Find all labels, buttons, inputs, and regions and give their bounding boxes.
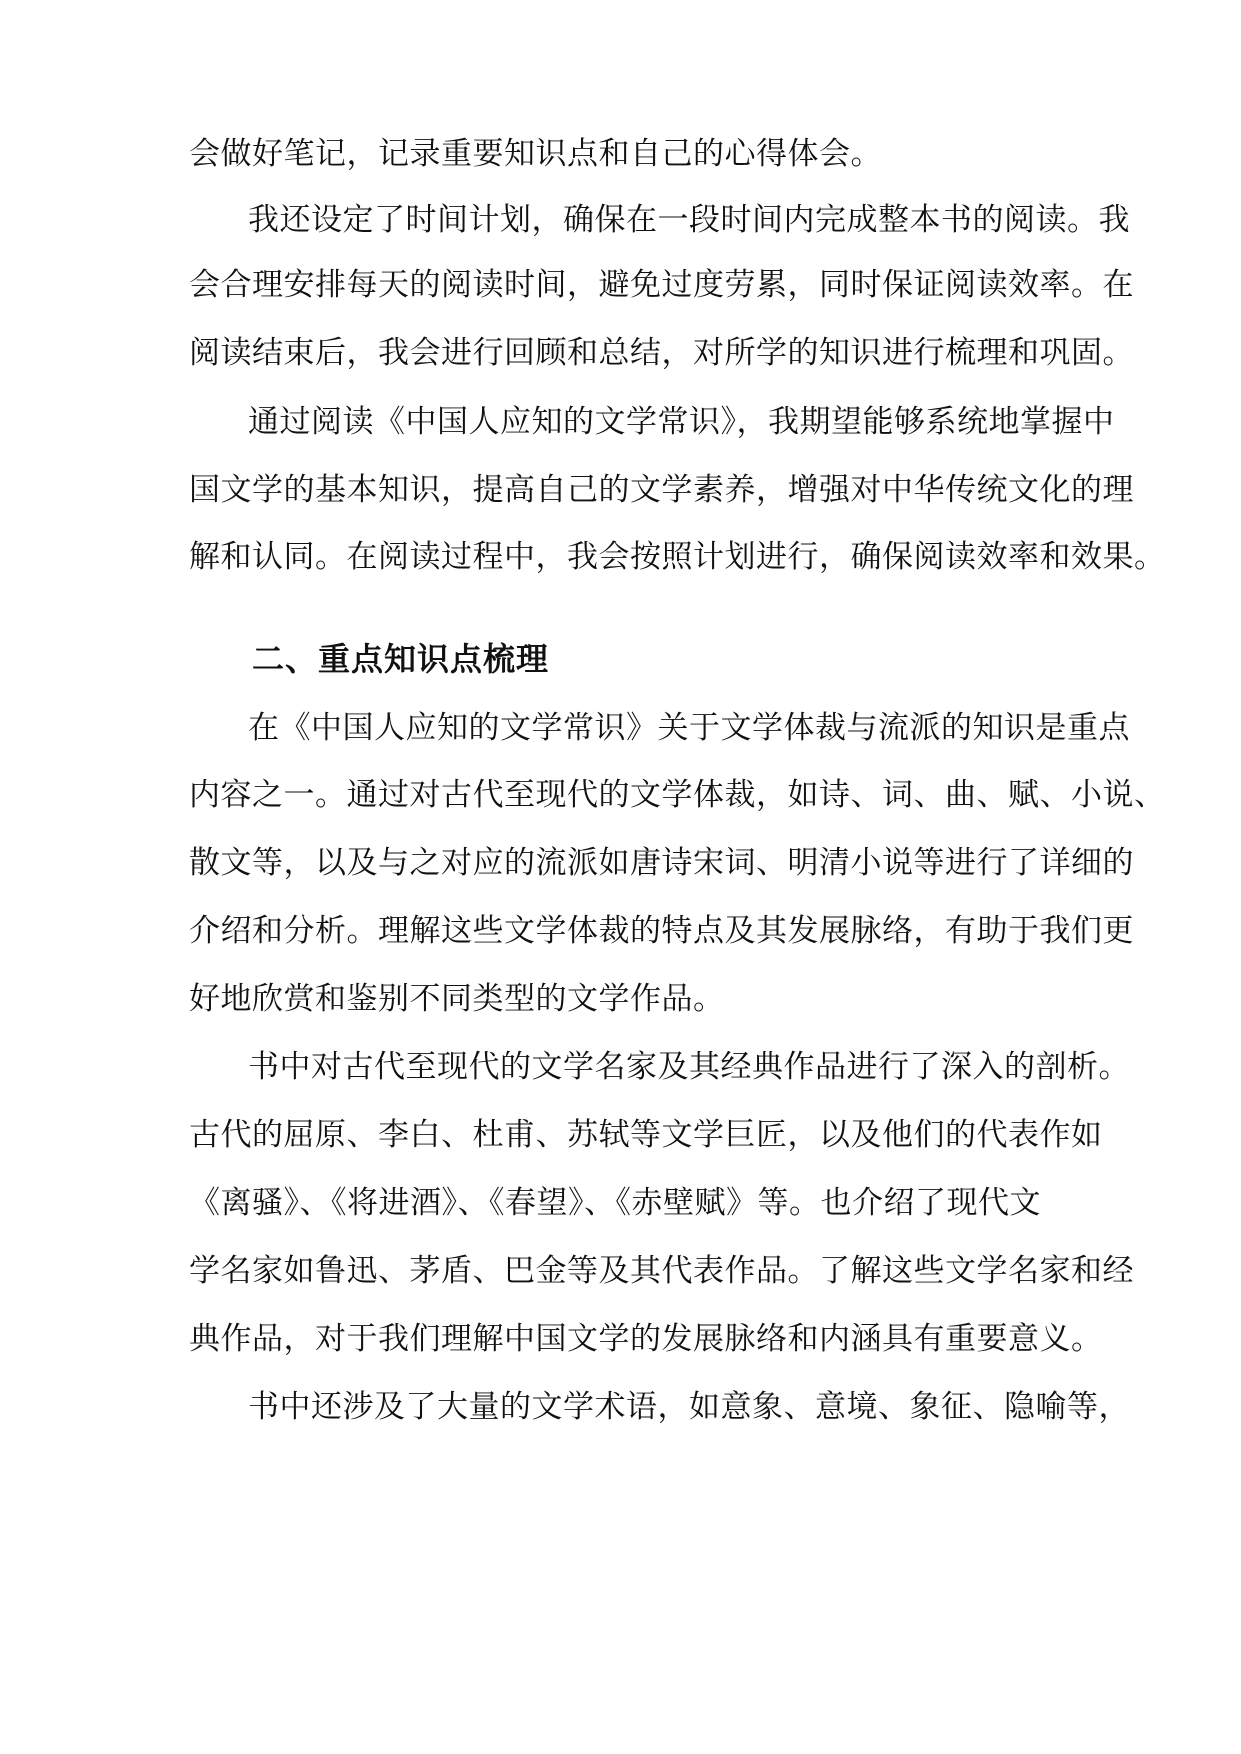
paragraph-line: 会合理安排每天的阅读时间，避免过度劳累，同时保证阅读效率。在 bbox=[189, 267, 1134, 303]
paragraph-line: 介绍和分析。理解这些文学体裁的特点及其发展脉络，有助于我们更 bbox=[189, 913, 1134, 949]
paragraph-line: 书中对古代至现代的文学名家及其经典作品进行了深入的剖析。 bbox=[248, 1049, 1130, 1085]
paragraph-line: 我还设定了时间计划，确保在一段时间内完成整本书的阅读。我 bbox=[248, 202, 1130, 238]
paragraph-line: 通过阅读《中国人应知的文学常识》，我期望能够系统地掌握中 bbox=[248, 404, 1115, 440]
paragraph-line: 解和认同。在阅读过程中，我会按照计划进行，确保阅读效率和效果。 bbox=[189, 539, 1166, 575]
paragraph-line: 典作品，对于我们理解中国文学的发展脉络和内涵具有重要意义。 bbox=[189, 1321, 1103, 1357]
paragraph-line: 书中还涉及了大量的文学术语，如意象、意境、象征、隐喻等， bbox=[248, 1389, 1130, 1425]
paragraph-line: 古代的屈原、李白、杜甫、苏轼等文学巨匠，以及他们的代表作如 bbox=[189, 1117, 1103, 1153]
section-heading: 二、重点知识点梳理 bbox=[252, 640, 550, 678]
paragraph-line: 内容之一。通过对古代至现代的文学体裁，如诗、词、曲、赋、小说、 bbox=[189, 777, 1166, 813]
paragraph-line: 在《中国人应知的文学常识》关于文学体裁与流派的知识是重点 bbox=[248, 710, 1130, 746]
paragraph-line: 好地欣赏和鉴别不同类型的文学作品。 bbox=[189, 981, 725, 1017]
paragraph-line: 学名家如鲁迅、茅盾、巴金等及其代表作品。了解这些文学名家和经 bbox=[189, 1253, 1134, 1289]
paragraph-line: 会做好笔记，记录重要知识点和自己的心得体会。 bbox=[189, 136, 882, 172]
paragraph-line: 国文学的基本知识，提高自己的文学素养，增强对中华传统文化的理 bbox=[189, 472, 1134, 508]
paragraph-line: 散文等，以及与之对应的流派如唐诗宋词、明清小说等进行了详细的 bbox=[189, 845, 1134, 881]
paragraph-line: 阅读结束后，我会进行回顾和总结，对所学的知识进行梳理和巩固。 bbox=[189, 335, 1134, 371]
paragraph-line: 《离骚》、《将进酒》、《春望》、《赤壁赋》等。也介绍了现代文 bbox=[189, 1185, 1041, 1221]
